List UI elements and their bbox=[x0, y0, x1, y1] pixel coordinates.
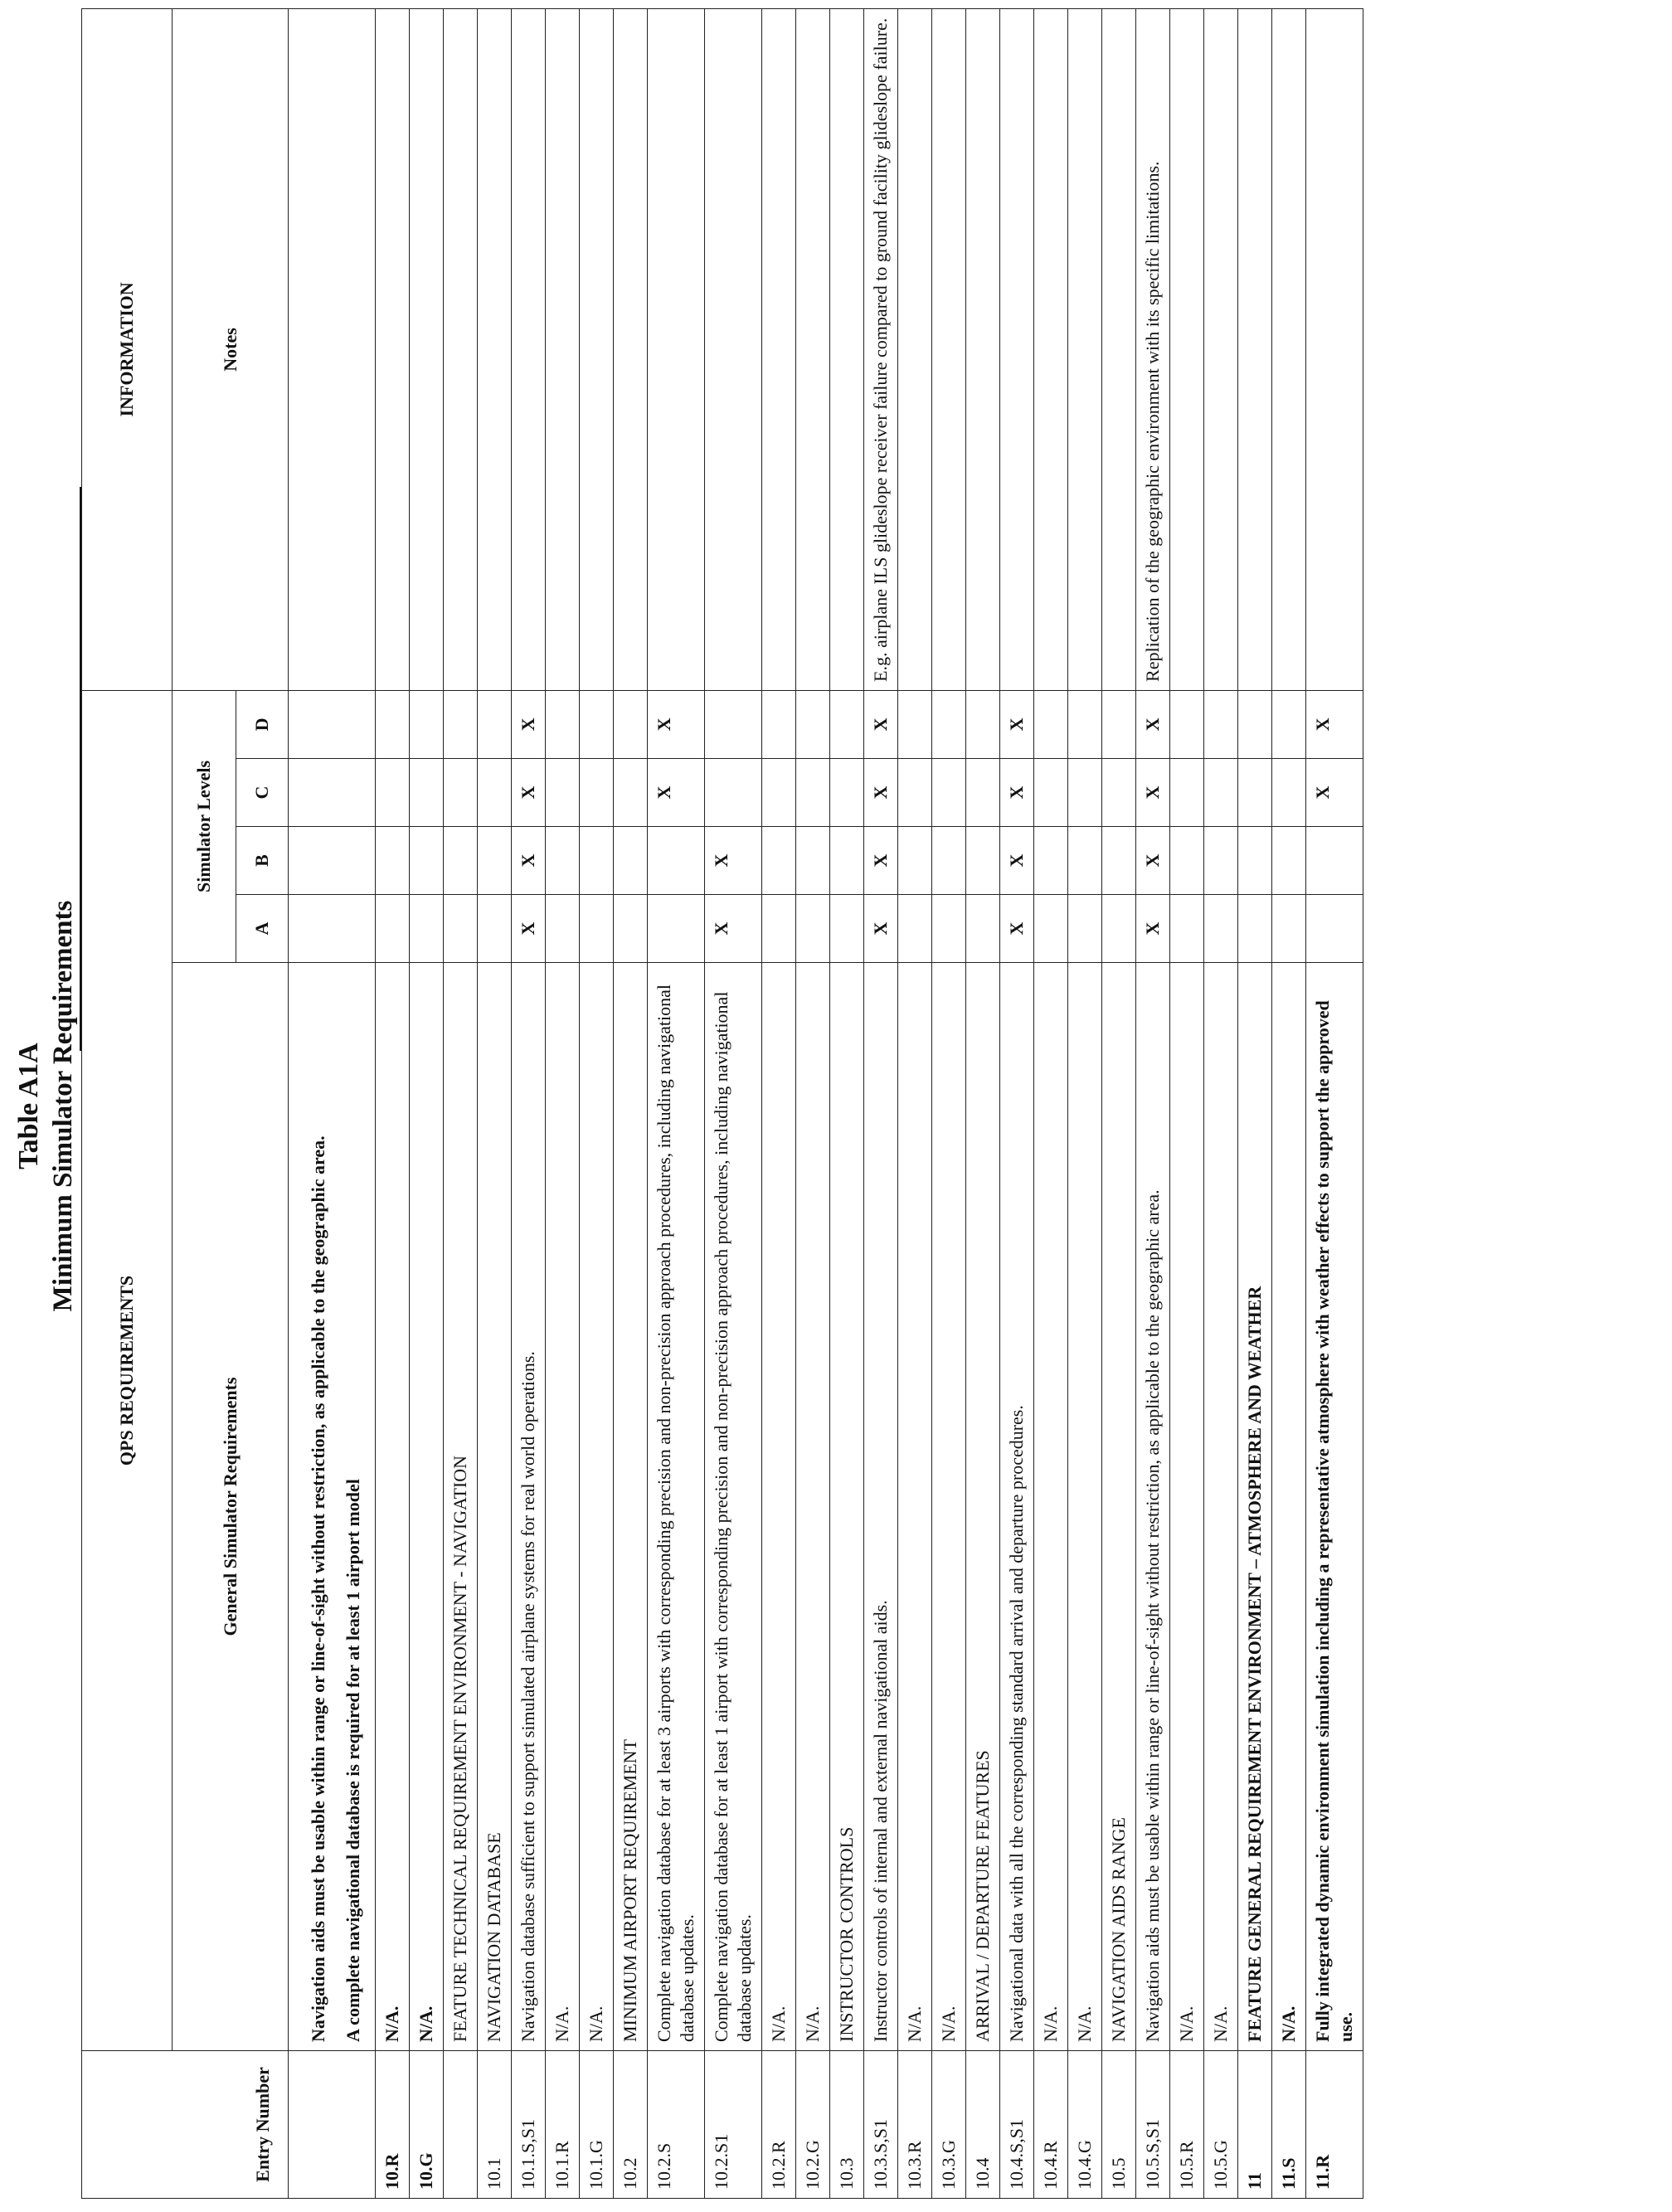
level-b-mark bbox=[614, 827, 648, 895]
requirement-cell: N/A. bbox=[546, 963, 580, 2051]
table-row bbox=[1034, 8, 1068, 2198]
level-c-mark bbox=[580, 759, 614, 827]
level-c-mark: X bbox=[1136, 759, 1170, 827]
table-row bbox=[898, 8, 932, 2198]
level-d-mark bbox=[1204, 690, 1238, 758]
notes-cell bbox=[1272, 8, 1306, 690]
table-row bbox=[444, 8, 478, 2198]
level-b-mark: X bbox=[864, 827, 898, 895]
requirement-cell: N/A. bbox=[796, 963, 830, 2051]
level-b-mark bbox=[1306, 827, 1363, 895]
level-d-mark: X bbox=[512, 690, 546, 758]
intro-level-c bbox=[289, 759, 376, 827]
notes-cell bbox=[1102, 8, 1136, 690]
notes-cell bbox=[932, 8, 966, 690]
level-b-mark bbox=[796, 827, 830, 895]
entry-number-cell: 10.1.R bbox=[546, 2051, 580, 2199]
table-row bbox=[762, 8, 796, 2198]
level-b-mark bbox=[478, 827, 512, 895]
intro-paragraph-2: A complete navigational database is required for at least 1 airport model bbox=[343, 1479, 363, 2042]
level-c-mark bbox=[614, 759, 648, 827]
level-c-mark bbox=[546, 759, 580, 827]
level-c-mark: X bbox=[512, 759, 546, 827]
level-c-mark: X bbox=[648, 759, 705, 827]
notes-cell bbox=[762, 8, 796, 690]
information-header: INFORMATION bbox=[82, 8, 173, 690]
level-a-mark bbox=[1272, 895, 1306, 963]
table-row bbox=[705, 8, 762, 2198]
requirement-cell: INSTRUCTOR CONTROLS bbox=[830, 963, 864, 2051]
level-d-mark bbox=[932, 690, 966, 758]
level-b-header: B bbox=[236, 827, 289, 895]
table-subtitle: Minimum Simulator Requirements bbox=[48, 900, 78, 1312]
requirement-cell: N/A. bbox=[1204, 963, 1238, 2051]
intro-entry-cell bbox=[289, 2051, 376, 2199]
level-d-mark bbox=[478, 690, 512, 758]
level-d-mark bbox=[580, 690, 614, 758]
requirement-cell: Fully integrated dynamic environment simulation including a representative atmosphere with weather effects to support the approved use. bbox=[1306, 963, 1363, 2051]
level-b-mark bbox=[1170, 827, 1204, 895]
entry-number-cell: 10.4.S,S1 bbox=[1000, 2051, 1034, 2199]
level-a-mark: X bbox=[705, 895, 762, 963]
table-body bbox=[289, 8, 1363, 2198]
table-row bbox=[1136, 8, 1170, 2198]
table-row bbox=[1238, 8, 1272, 2198]
requirement-cell: Complete navigation database for at least 3 airports with corresponding precision and non-precision approach procedures, including navigational database updates. bbox=[648, 963, 705, 2051]
intro-level-b bbox=[289, 827, 376, 895]
entry-number-cell: 10.2.S bbox=[648, 2051, 705, 2199]
table-row bbox=[546, 8, 580, 2198]
entry-number-cell: 10.R bbox=[376, 2051, 410, 2199]
level-b-mark bbox=[1034, 827, 1068, 895]
intro-row bbox=[289, 8, 376, 2198]
level-d-mark bbox=[546, 690, 580, 758]
level-d-mark: X bbox=[1136, 690, 1170, 758]
requirement-cell: N/A. bbox=[1272, 963, 1306, 2051]
table-row bbox=[864, 8, 898, 2198]
level-a-mark bbox=[410, 895, 444, 963]
level-d-mark bbox=[1102, 690, 1136, 758]
level-c-mark bbox=[1068, 759, 1102, 827]
requirement-cell: N/A. bbox=[410, 963, 444, 2051]
entry-number-cell: 10.3.S,S1 bbox=[864, 2051, 898, 2199]
entry-number-cell: 10.1.S,S1 bbox=[512, 2051, 546, 2199]
level-d-mark bbox=[614, 690, 648, 758]
level-c-mark bbox=[762, 759, 796, 827]
level-d-mark bbox=[1238, 690, 1272, 758]
level-c-mark bbox=[376, 759, 410, 827]
requirement-cell: NAVIGATION DATABASE bbox=[478, 963, 512, 2051]
entry-number-cell: 10.G bbox=[410, 2051, 444, 2199]
level-c-mark bbox=[1204, 759, 1238, 827]
intro-level-a bbox=[289, 895, 376, 963]
level-c-mark bbox=[478, 759, 512, 827]
requirement-cell: NAVIGATION AIDS RANGE bbox=[1102, 963, 1136, 2051]
table-row bbox=[376, 8, 410, 2198]
requirement-cell: N/A. bbox=[580, 963, 614, 2051]
level-d-mark bbox=[966, 690, 1000, 758]
level-d-header: D bbox=[236, 690, 289, 758]
level-a-mark bbox=[444, 895, 478, 963]
level-b-mark bbox=[898, 827, 932, 895]
level-d-mark bbox=[762, 690, 796, 758]
entry-number-cell: 10.2.G bbox=[796, 2051, 830, 2199]
level-d-mark bbox=[1034, 690, 1068, 758]
qps-requirements-header: QPS REQUIREMENTS bbox=[82, 690, 173, 2050]
table-row bbox=[614, 8, 648, 2198]
level-a-mark: X bbox=[1000, 895, 1034, 963]
notes-cell bbox=[1238, 8, 1272, 690]
table-row bbox=[478, 8, 512, 2198]
requirement-cell: N/A. bbox=[762, 963, 796, 2051]
entry-number-cell: 10.2.R bbox=[762, 2051, 796, 2199]
entry-number-cell: 10.5.R bbox=[1170, 2051, 1204, 2199]
intro-notes-cell bbox=[289, 8, 376, 690]
level-c-mark bbox=[898, 759, 932, 827]
level-b-mark bbox=[580, 827, 614, 895]
level-d-mark bbox=[705, 690, 762, 758]
notes-cell bbox=[614, 8, 648, 690]
entry-number-cell: 10.3 bbox=[830, 2051, 864, 2199]
requirement-cell: N/A. bbox=[1034, 963, 1068, 2051]
notes-cell bbox=[966, 8, 1000, 690]
notes-cell bbox=[376, 8, 410, 690]
level-c-mark: X bbox=[1000, 759, 1034, 827]
level-b-mark: X bbox=[705, 827, 762, 895]
level-a-mark bbox=[1204, 895, 1238, 963]
notes-cell bbox=[478, 8, 512, 690]
requirement-cell: Complete navigation database for at least 1 airport with corresponding precision and non-precision approach procedures, including navigational database updates. bbox=[705, 963, 762, 2051]
table-row bbox=[796, 8, 830, 2198]
notes-cell bbox=[705, 8, 762, 690]
level-b-mark: X bbox=[1136, 827, 1170, 895]
entry-number-cell: 10.1 bbox=[478, 2051, 512, 2199]
level-b-mark bbox=[1238, 827, 1272, 895]
level-b-mark bbox=[1068, 827, 1102, 895]
level-a-header: A bbox=[236, 895, 289, 963]
level-b-mark bbox=[410, 827, 444, 895]
notes-cell bbox=[648, 8, 705, 690]
entry-number-header: Entry Number bbox=[82, 2051, 289, 2199]
level-a-mark bbox=[1306, 895, 1363, 963]
level-a-mark bbox=[580, 895, 614, 963]
level-d-mark bbox=[796, 690, 830, 758]
intro-gap bbox=[330, 971, 342, 2042]
level-d-mark bbox=[830, 690, 864, 758]
level-b-mark bbox=[830, 827, 864, 895]
level-a-mark bbox=[898, 895, 932, 963]
requirement-cell: Navigational data with all the corresponding standard arrival and departure procedures. bbox=[1000, 963, 1034, 2051]
table-row bbox=[966, 8, 1000, 2198]
notes-cell bbox=[1306, 8, 1363, 690]
requirement-cell: N/A. bbox=[1170, 963, 1204, 2051]
level-b-mark: X bbox=[512, 827, 546, 895]
entry-number-cell: 10.2.S1 bbox=[705, 2051, 762, 2199]
entry-number-cell: 10.5.S,S1 bbox=[1136, 2051, 1170, 2199]
level-b-mark bbox=[444, 827, 478, 895]
intro-text-cell bbox=[289, 963, 376, 2051]
level-b-mark bbox=[376, 827, 410, 895]
requirement-cell: N/A. bbox=[898, 963, 932, 2051]
notes-cell bbox=[1068, 8, 1102, 690]
notes-cell bbox=[512, 8, 546, 690]
entry-number-cell: 10.2 bbox=[614, 2051, 648, 2199]
level-d-mark bbox=[1068, 690, 1102, 758]
general-requirements-header: General Simulator Requirements bbox=[173, 963, 289, 2051]
requirement-cell: ARRIVAL / DEPARTURE FEATURES bbox=[966, 963, 1000, 2051]
level-d-mark: X bbox=[1000, 690, 1034, 758]
level-a-mark bbox=[614, 895, 648, 963]
level-b-mark bbox=[932, 827, 966, 895]
table-row bbox=[1306, 8, 1363, 2198]
notes-cell bbox=[546, 8, 580, 690]
level-d-mark: X bbox=[1306, 690, 1363, 758]
level-a-mark bbox=[966, 895, 1000, 963]
level-c-mark bbox=[1034, 759, 1068, 827]
level-a-mark bbox=[762, 895, 796, 963]
level-a-mark bbox=[932, 895, 966, 963]
level-a-mark bbox=[1068, 895, 1102, 963]
level-c-mark bbox=[410, 759, 444, 827]
requirement-cell: Instructor controls of internal and external navigational aids. bbox=[864, 963, 898, 2051]
level-c-mark bbox=[1272, 759, 1306, 827]
level-a-mark bbox=[830, 895, 864, 963]
intro-level-d bbox=[289, 690, 376, 758]
level-d-mark bbox=[444, 690, 478, 758]
requirement-cell: Navigation database sufficient to support simulated airplane systems for real world operations. bbox=[512, 963, 546, 2051]
notes-cell bbox=[580, 8, 614, 690]
entry-number-cell: 10.3.R bbox=[898, 2051, 932, 2199]
entry-number-cell: 10.5 bbox=[1102, 2051, 1136, 2199]
intro-paragraph-1: Navigation aids must be usable within range or line-of-sight without restriction, as applicable to the geographic area. bbox=[308, 1135, 328, 2042]
level-d-mark: X bbox=[864, 690, 898, 758]
level-a-mark bbox=[546, 895, 580, 963]
notes-cell bbox=[898, 8, 932, 690]
level-d-mark bbox=[898, 690, 932, 758]
notes-cell: E.g. airplane ILS glideslope receiver failure compared to ground facility glideslope failure. bbox=[864, 8, 898, 690]
notes-cell bbox=[1204, 8, 1238, 690]
level-c-mark bbox=[444, 759, 478, 827]
level-a-mark bbox=[1238, 895, 1272, 963]
table-row bbox=[1068, 8, 1102, 2198]
table-row bbox=[648, 8, 705, 2198]
notes-cell bbox=[1000, 8, 1034, 690]
table-row bbox=[410, 8, 444, 2198]
level-a-mark bbox=[1102, 895, 1136, 963]
entry-number-cell bbox=[444, 2051, 478, 2199]
level-c-header: C bbox=[236, 759, 289, 827]
requirements-table bbox=[81, 8, 1363, 2199]
level-c-mark bbox=[830, 759, 864, 827]
requirement-cell: N/A. bbox=[932, 963, 966, 2051]
level-b-mark bbox=[648, 827, 705, 895]
level-c-mark bbox=[966, 759, 1000, 827]
entry-number-cell: 10.4.G bbox=[1068, 2051, 1102, 2199]
level-d-mark bbox=[410, 690, 444, 758]
requirement-cell: MINIMUM AIRPORT REQUIREMENT bbox=[614, 963, 648, 2051]
table-row bbox=[1204, 8, 1238, 2198]
entry-number-cell: 10.5.G bbox=[1204, 2051, 1238, 2199]
entry-number-cell: 10.1.G bbox=[580, 2051, 614, 2199]
table-row bbox=[1000, 8, 1034, 2198]
simulator-levels-header: Simulator Levels bbox=[173, 690, 236, 962]
level-c-mark bbox=[932, 759, 966, 827]
level-a-mark bbox=[1034, 895, 1068, 963]
table-row bbox=[1170, 8, 1204, 2198]
entry-number-cell: 10.4 bbox=[966, 2051, 1000, 2199]
notes-cell bbox=[444, 8, 478, 690]
table-row bbox=[830, 8, 864, 2198]
requirement-cell: N/A. bbox=[376, 963, 410, 2051]
header-row-top bbox=[82, 8, 173, 2198]
notes-cell bbox=[410, 8, 444, 690]
level-d-mark bbox=[1170, 690, 1204, 758]
level-b-mark bbox=[1102, 827, 1136, 895]
level-a-mark: X bbox=[864, 895, 898, 963]
level-a-mark bbox=[648, 895, 705, 963]
level-c-mark bbox=[1170, 759, 1204, 827]
level-c-mark bbox=[796, 759, 830, 827]
entry-number-cell: 10.3.G bbox=[932, 2051, 966, 2199]
requirement-cell: Navigation aids must be usable within range or line-of-sight without restriction, as applicable to the geographic area. bbox=[1136, 963, 1170, 2051]
level-c-mark: X bbox=[864, 759, 898, 827]
entry-number-cell: 11.S bbox=[1272, 2051, 1306, 2199]
entry-number-cell: 11.R bbox=[1306, 2051, 1363, 2199]
notes-header: Notes bbox=[173, 8, 289, 690]
level-a-mark bbox=[1170, 895, 1204, 963]
level-b-mark bbox=[762, 827, 796, 895]
level-d-mark: X bbox=[648, 690, 705, 758]
header-row-middle bbox=[173, 8, 236, 2198]
level-c-mark bbox=[1102, 759, 1136, 827]
entry-number-cell: 10.4.R bbox=[1034, 2051, 1068, 2199]
level-a-mark bbox=[478, 895, 512, 963]
notes-cell bbox=[1170, 8, 1204, 690]
notes-cell bbox=[1034, 8, 1068, 690]
requirement-cell: FEATURE TECHNICAL REQUIREMENT ENVIRONMENT - NAVIGATION bbox=[444, 963, 478, 2051]
level-b-mark bbox=[1272, 827, 1306, 895]
notes-cell bbox=[796, 8, 830, 690]
level-c-mark bbox=[1238, 759, 1272, 827]
level-d-mark bbox=[1272, 690, 1306, 758]
requirement-cell: FEATURE GENERAL REQUIREMENT ENVIRONMENT – ATMOSPHERE AND WEATHER bbox=[1238, 963, 1272, 2051]
level-a-mark: X bbox=[512, 895, 546, 963]
table-row bbox=[1272, 8, 1306, 2198]
table-row bbox=[1102, 8, 1136, 2198]
level-c-mark bbox=[705, 759, 762, 827]
level-a-mark bbox=[376, 895, 410, 963]
table-title: Table A1A bbox=[13, 1043, 44, 1169]
level-a-mark bbox=[796, 895, 830, 963]
level-c-mark: X bbox=[1306, 759, 1363, 827]
level-b-mark bbox=[1204, 827, 1238, 895]
notes-cell bbox=[830, 8, 864, 690]
level-b-mark bbox=[546, 827, 580, 895]
table-row bbox=[512, 8, 546, 2198]
level-a-mark: X bbox=[1136, 895, 1170, 963]
table-row bbox=[580, 8, 614, 2198]
notes-cell: Replication of the geographic environment with its specific limitations. bbox=[1136, 8, 1170, 690]
entry-number-cell: 11 bbox=[1238, 2051, 1272, 2199]
level-b-mark bbox=[966, 827, 1000, 895]
requirement-cell: N/A. bbox=[1068, 963, 1102, 2051]
table-row bbox=[932, 8, 966, 2198]
level-b-mark: X bbox=[1000, 827, 1034, 895]
level-d-mark bbox=[376, 690, 410, 758]
